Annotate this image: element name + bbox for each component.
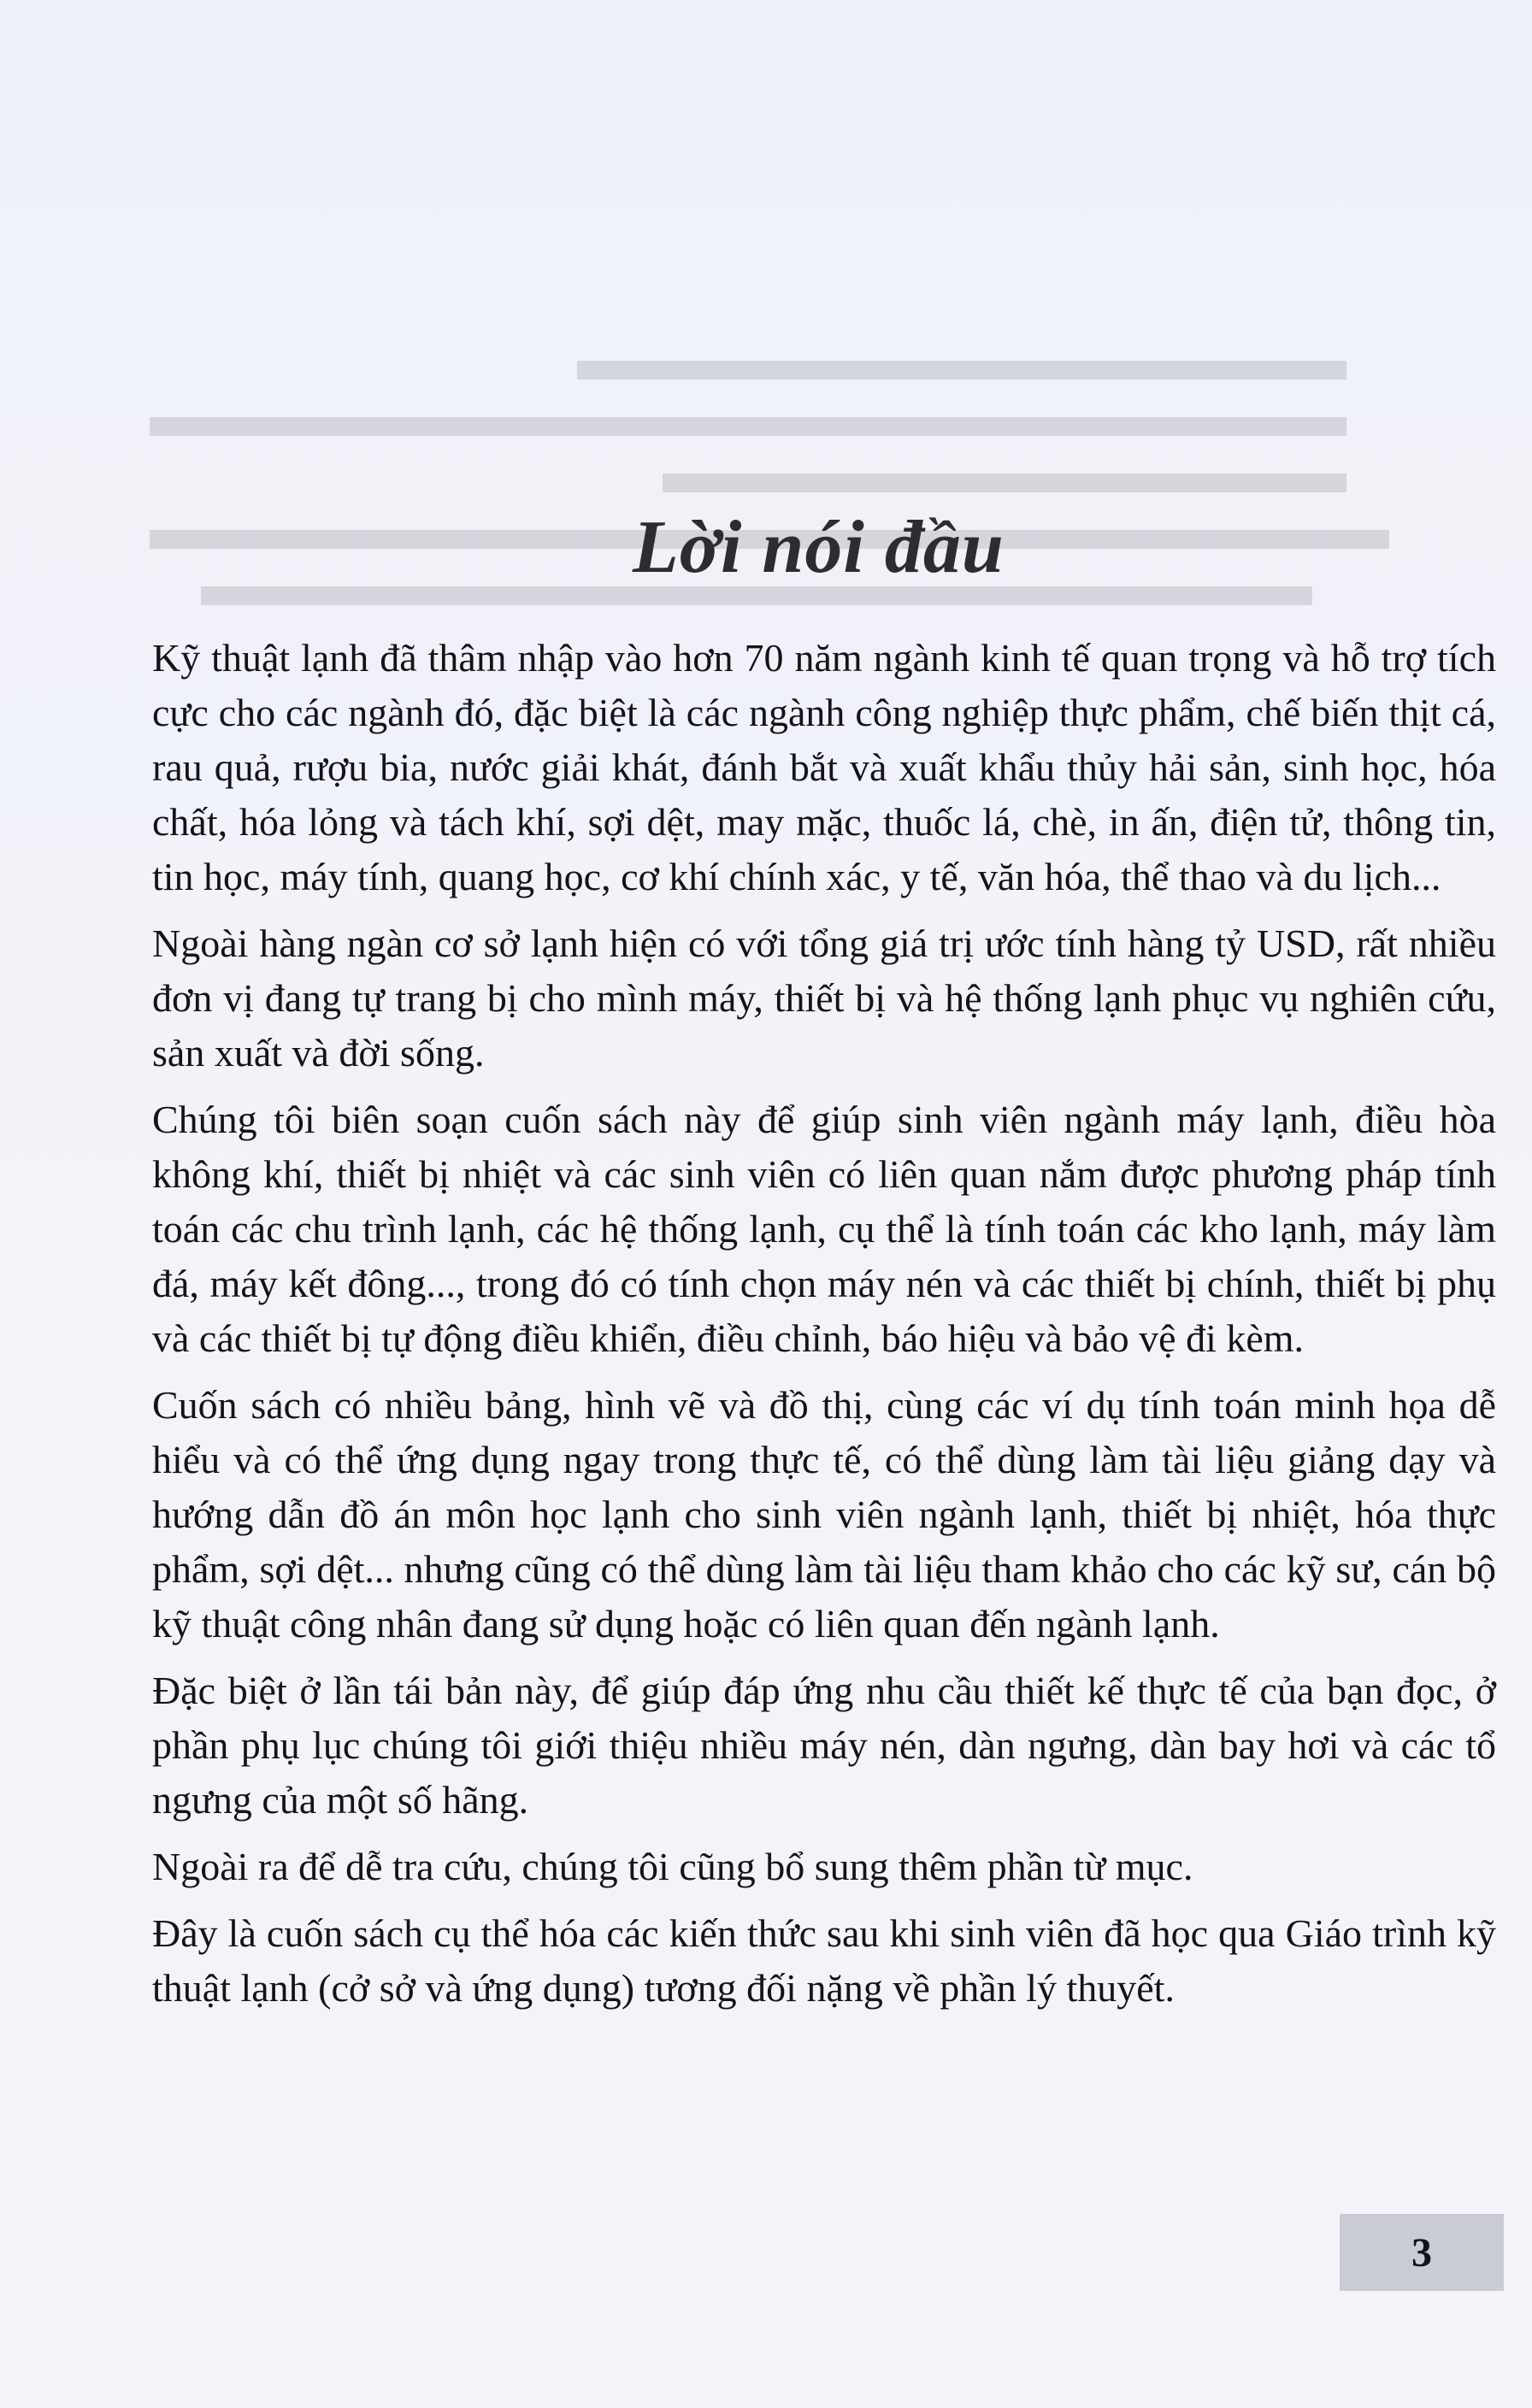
paragraph-5: Đặc biệt ở lần tái bản này, để giúp đáp ứng nhu cầu thiết kế thực tế của bạn đọc, ở phần phụ lục chúng tôi giới thiệu nhiều máy nén, dàn ngưng, dàn bay hơi và các tổ ngưng của một số hãng. [152,1669,1496,1822]
page-number: 3 [1411,2229,1432,2276]
paragraph-3: Chúng tôi biên soạn cuốn sách này để giúp sinh viên ngành máy lạnh, điều hòa không khí, thiết bị nhiệt và các sinh viên có liên quan nắm được phương pháp tính toán các chu trình lạnh, các hệ thống lạnh, cụ thể là tính toán các kho lạnh, máy làm đá, máy kết đông..., trong đó có tính chọn máy nén và các thiết bị chính, thiết bị phụ và các thiết bị tự động điều khiển, điều chỉnh, báo hiệu và bảo vệ đi kèm. [152,1098,1496,1360]
body-text [152,631,1496,2028]
paragraph-7: Đây là cuốn sách cụ thể hóa các kiến thức sau khi sinh viên đã học qua Giáo trình kỹ thuật lạnh (cở sở và ứng dụng) tương đối nặng về phần lý thuyết. [152,1911,1496,2010]
paragraph-6: Ngoài ra để dễ tra cứu, chúng tôi cũng bổ sung thêm phần từ mục. [152,1845,1193,1888]
page-number-box [1340,2214,1504,2291]
page-title: Lời nói đầu [633,506,1005,589]
paragraph-2: Ngoài hàng ngàn cơ sở lạnh hiện có với tổng giá trị ước tính hàng tỷ USD, rất nhiều đơn vị đang tự trang bị cho mình máy, thiết bị và hệ thống lạnh phục vụ nghiên cứu, sản xuất và đời sống. [152,921,1496,1074]
paragraph-1: Kỹ thuật lạnh đã thâm nhập vào hơn 70 năm ngành kinh tế quan trọng và hỗ trợ tích cực cho các ngành đó, đặc biệt là các ngành công nghiệp thực phẩm, chế biến thịt cá, rau quả, rượu bia, nước giải khát, đánh bắt và xuất khẩu thủy hải sản, sinh học, hóa chất, hóa lỏng và tách khí, sợi dệt, may mặc, thuốc lá, chè, in ấn, điện tử, thông tin, tin học, máy tính, quang học, cơ khí chính xác, y tế, văn hóa, thể thao và du lịch... [152,636,1496,898]
paragraph-4: Cuốn sách có nhiều bảng, hình vẽ và đồ thị, cùng các ví dụ tính toán minh họa dễ hiểu và có thể ứng dụng ngay trong thực tế, có thể dùng làm tài liệu giảng dạy và hướng dẫn đồ án môn học lạnh cho sinh viên ngành lạnh, thiết bị nhiệt, hóa thực phẩm, sợi dệt... nhưng cũng có thể dùng làm tài liệu tham khảo cho các kỹ sư, cán bộ kỹ thuật công nhân đang sử dụng hoặc có liên quan đến ngành lạnh. [152,1383,1496,1646]
bleed-through-text [150,197,1483,675]
